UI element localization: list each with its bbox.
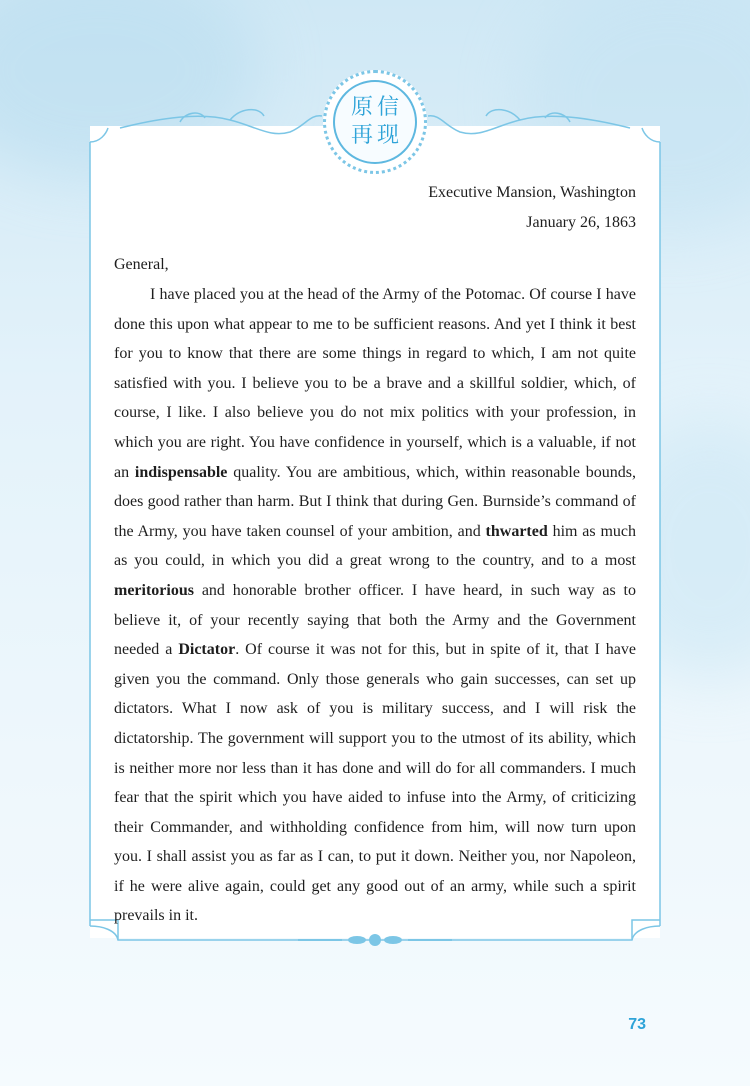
letter-greeting: General, (114, 256, 169, 273)
letter-place: Executive Mansion, Washington (428, 184, 636, 201)
body-segment: . Of course it was not for this, but in spite of it, that I have given you the command. Only those generals who gain successes, can set up dictators. What I now ask of you is military success, and I will risk the dictatorship. The government will support you to the utmost of its ability, which is neither more nor less than it has done and will do for all commanders. I much fear that the spirit which you have aided to infuse into the Army, of criticizing their Commander, and withholding confidence from him, will now turn upon you. I shall assist you as far as I can, to put it down. Neither you, nor Napoleon, if he were alive again, could get any good out of an army, while such a spirit prevails in it. (114, 641, 637, 925)
bold-word-thwarted: thwarted (485, 522, 548, 540)
badge-inner-circle (333, 80, 417, 164)
page-number: 73 (628, 1016, 646, 1033)
badge-title-line1: 原信 (350, 95, 403, 120)
letter-content (114, 178, 636, 931)
section-badge (323, 70, 427, 174)
body-segment: and honorable brother officer. I have heard, in such way as to believe it, of your recently saying that both the Army and the Government needed a (114, 581, 636, 659)
body-segment: quality. You are ambitious, which, within reasonable bounds, does good rather than harm. But I think that during Gen. Burnside’s command of the Army, you have taken counsel of your ambition, and (114, 463, 636, 540)
bold-word-meritorious: meritorious (114, 581, 194, 599)
letter-body (114, 280, 636, 931)
bold-word-dictator: Dictator (178, 641, 236, 659)
body-segment: him as much as you could, in which you did a great wrong to the country, and to a most (114, 522, 636, 570)
letter-date: January 26, 1863 (526, 214, 636, 231)
badge-title-line2: 再现 (350, 123, 403, 148)
bold-word-indispensable: indispensable (134, 463, 228, 481)
body-segment: I have placed you at the head of the Army of the Potomac. Of course I have done this upon what appear to me to be sufficient reasons. And yet I think it best for you to know that there are some things in regard to which, I am not quite satisfied with you. I believe you to be a brave and a skillful soldier, which, of course, I like. I also believe you do not mix politics with your profession, in which you are right. You have confidence in yourself, which is a valuable, if not an (114, 286, 636, 481)
